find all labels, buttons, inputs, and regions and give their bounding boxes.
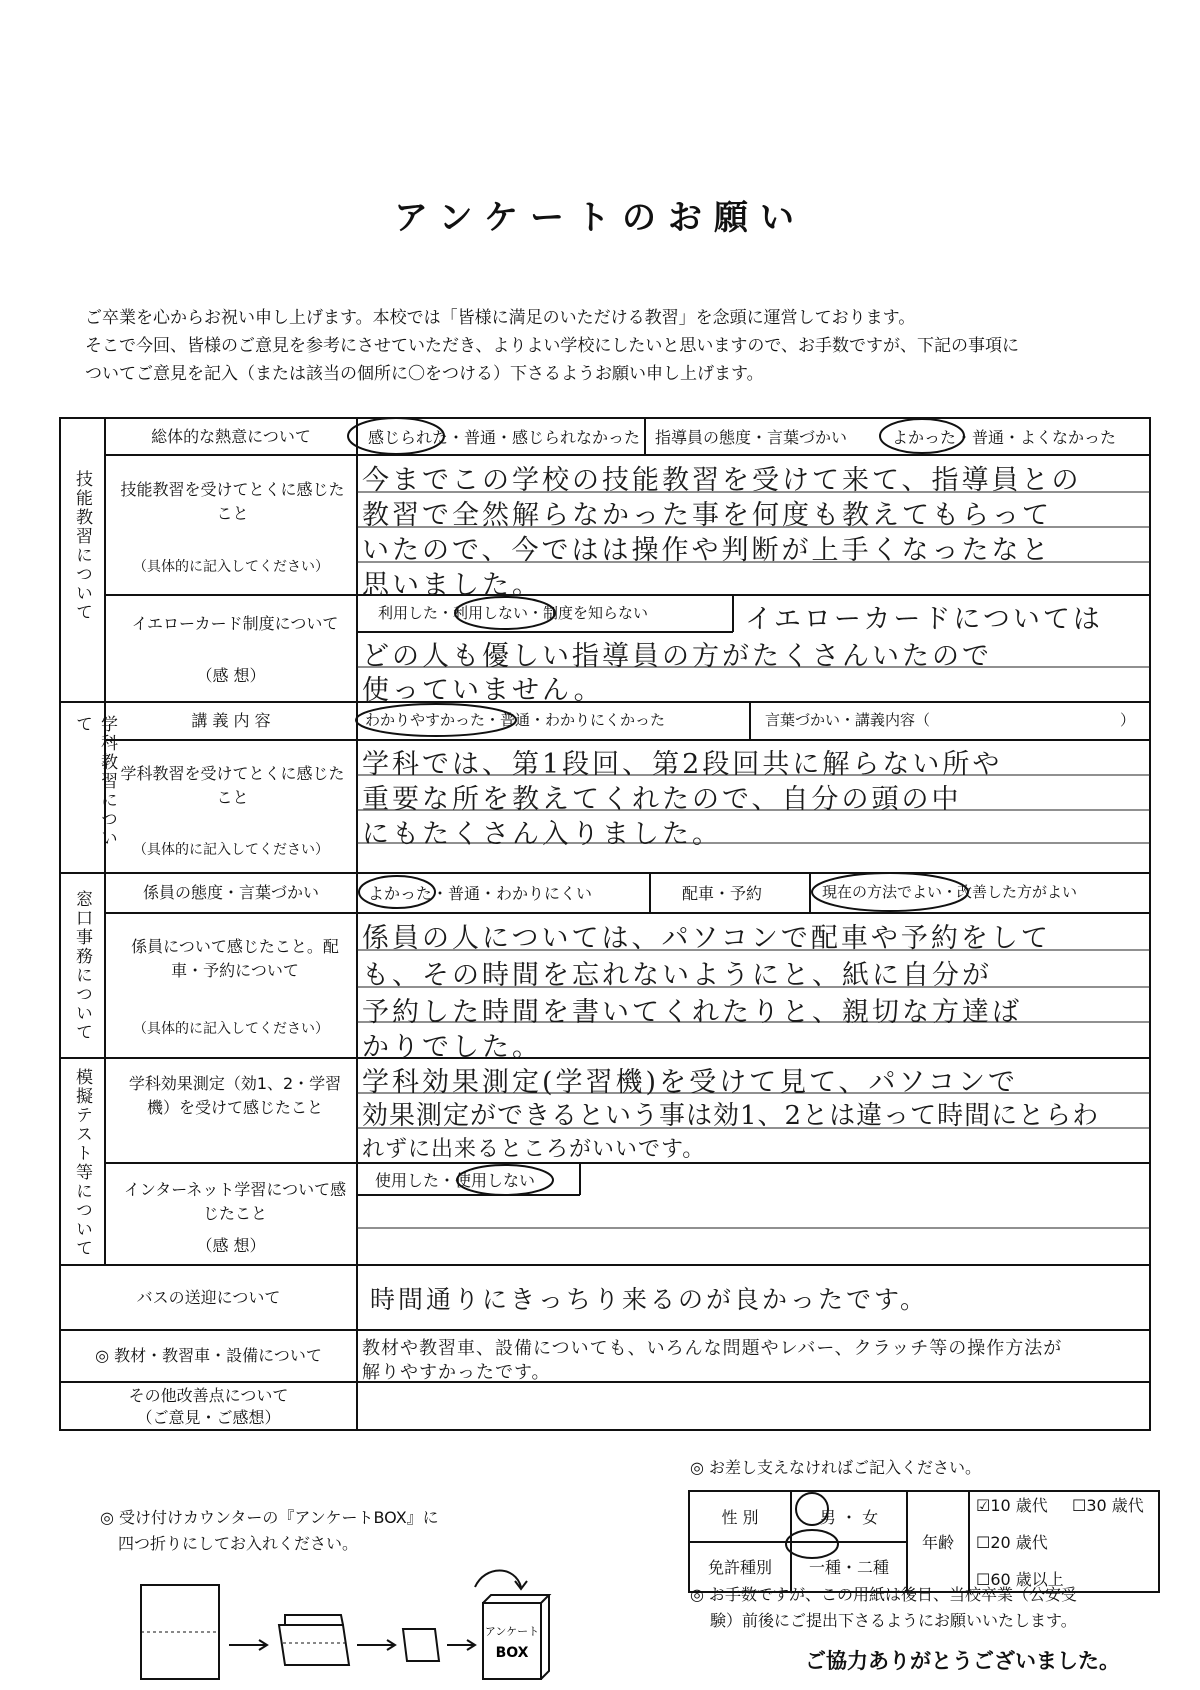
kakari-label: 係員の態度・言葉づかい bbox=[142, 883, 319, 902]
age-option-10[interactable]: ☑10 歳代 bbox=[976, 1496, 1048, 1515]
kakari2-answer-line-2: も、その時間を忘れないようにと、紙に自分が bbox=[362, 960, 992, 991]
bus-answer: 時間通りにきっちり来るのが良かったです。 bbox=[370, 1285, 929, 1314]
kogi-extra-close: ） bbox=[1120, 711, 1136, 729]
kyozai-answer-line-1: 教材や教習車、設備についても、いろんな問題やレバー、クラッチ等の操作方法が bbox=[362, 1338, 1063, 1359]
kogi-options[interactable]: わかりやすかった・普通・わかりにくかった bbox=[365, 711, 666, 729]
koka-answer-line-2: 効果測定ができるという事は効1、2とは違って時間にとらわ bbox=[362, 1101, 1100, 1131]
checkbox-icon: ☑ bbox=[976, 1496, 991, 1515]
shidoin-options[interactable]: よかった・普通・よくなかった bbox=[892, 428, 1117, 447]
page-title: アンケートのお願い bbox=[394, 198, 806, 238]
submission-note-line-2: 験）前後にご提出下さるようにお願いいたします。 bbox=[710, 1611, 1077, 1630]
shidoin-options-label: 指導員の態度・言葉づかい bbox=[655, 428, 848, 447]
gino-answer-line-3: いたので、今ではは操作や判断が上手くなったなと bbox=[362, 535, 1052, 566]
yellow-answer-line-3: 使っていません。 bbox=[362, 675, 604, 706]
gino-note: （具体的に記入してください） bbox=[133, 559, 329, 575]
koka-answer-line-1: 学科効果測定(学習機)を受けて見て、パソコンで bbox=[362, 1067, 1018, 1098]
gakka-label: 学科教習を受けてとくに感じたこと bbox=[120, 764, 345, 807]
box-label-2: BOX bbox=[495, 1645, 529, 1661]
kogi-label: 講 義 内 容 bbox=[191, 711, 271, 730]
haisha-options[interactable]: 現在の方法でよい・改善した方がよい bbox=[822, 883, 1078, 901]
kakari2-answer-line-1: 係員の人については、パソコンで配車や予約をして bbox=[362, 923, 1051, 954]
checkbox-icon: ☐ bbox=[976, 1533, 991, 1552]
intro-line-3: ついてご意見を記入（または該当の個所に〇をつける）下さるようお願い申し上げます。 bbox=[85, 364, 764, 384]
yellow-label: イエローカード制度について bbox=[131, 614, 339, 633]
checkbox-icon: ☐ bbox=[1072, 1496, 1087, 1515]
kyozai-answer-line-2: 解りやすかったです。 bbox=[362, 1362, 551, 1383]
intro-line-2: そこで今回、皆様のご意見を参考にさせていただき、よりよい学校にしたいと思いますので、お手数ですが、下記の事項に bbox=[85, 336, 1019, 356]
thanks-message: ご協力ありがとうございました。 bbox=[805, 1649, 1120, 1673]
folding-illustration bbox=[135, 1565, 595, 1685]
kakari2-answer-line-4: かりでした。 bbox=[362, 1032, 542, 1063]
sonota-sub: （ご意見・ご感想） bbox=[136, 1408, 281, 1427]
koka-label: 学科効果測定（効1、2・学習機）を受けて感じたこと bbox=[128, 1074, 342, 1117]
intro-line-1: ご卒業を心からお祝い申し上げます。本校では「皆様に満足のいただける教習」を念頭に運営しております。 bbox=[85, 308, 916, 328]
kogi-extra[interactable]: 言葉づかい・講義内容（ bbox=[765, 711, 931, 729]
gakka-answer-line-1: 学科では、第1段回、第2段回共に解らない所や bbox=[362, 749, 1003, 780]
kakari-options[interactable]: よかった・普通・わかりにくい bbox=[368, 884, 593, 903]
checkbox-icon: ☐ bbox=[976, 1570, 991, 1589]
gakka-answer-line-3: にもたくさん入りました。 bbox=[362, 819, 722, 850]
yellow-answer-line-2: どの人も優しい指導員の方がたくさんいたので bbox=[362, 641, 992, 672]
gakka-note: （具体的に記入してください） bbox=[133, 842, 329, 858]
kyozai-label: ◎ 教材・教習車・設備について bbox=[95, 1346, 322, 1365]
age-option-20[interactable]: ☐20 歳代 bbox=[976, 1533, 1048, 1552]
submission-note-line-1: ◎ お手数ですが、この用紙は後日、当校卒業（公安受 bbox=[690, 1585, 1078, 1604]
personal-info-table bbox=[688, 1490, 1160, 1593]
kakari2-answer-line-3: 予約した時間を書いてくれたりと、親切な方達ば bbox=[362, 997, 1022, 1028]
license-label: 免許種別 bbox=[689, 1542, 791, 1593]
sex-label: 性 別 bbox=[689, 1491, 791, 1542]
sonota-answer-field[interactable] bbox=[360, 1384, 1148, 1428]
section-label-gino: 技能教習について bbox=[72, 470, 92, 622]
gino-answer-line-4: 思いました。 bbox=[362, 570, 542, 601]
box-instruction-line-1: ◎ 受け付けカウンターの『アンケートBOX』に bbox=[100, 1508, 439, 1527]
age-options bbox=[969, 1491, 1159, 1592]
net-sub: （感 想） bbox=[196, 1236, 266, 1255]
kakari2-label: 係員について感じたこと。配車・予約について bbox=[131, 937, 339, 980]
gino-answer-line-1: 今までこの学校の技能教習を受けて来て、指導員との bbox=[362, 465, 1082, 496]
gino-label: 技能教習を受けてとくに感じたこと bbox=[120, 480, 345, 523]
gakka-answer-line-2: 重要な所を教えてくれたので、自分の頭の中 bbox=[362, 784, 962, 815]
age-option-30[interactable]: ☐30 歳代 bbox=[1072, 1496, 1144, 1515]
section-label-madoguchi: 窓口事務について bbox=[72, 890, 92, 1042]
net-options[interactable]: 使用した・使用しない bbox=[375, 1171, 536, 1190]
age-option-60[interactable]: ☐60 歳以上 bbox=[976, 1570, 1064, 1589]
license-options[interactable]: 一種・二種 bbox=[791, 1542, 907, 1593]
section-label-gakka: 学科教習について bbox=[72, 715, 117, 848]
box-instruction-line-2: 四つ折りにしてお入れください。 bbox=[118, 1534, 359, 1553]
haisha-label: 配車・予約 bbox=[682, 884, 763, 903]
koka-answer-line-3: れずに出来るところがいいです。 bbox=[362, 1137, 706, 1162]
age-label: 年齢 bbox=[907, 1491, 969, 1592]
gino-answer-line-2: 教習で全然解らなかった事を何度も教えてもらって bbox=[362, 500, 1052, 531]
sonota-label: その他改善点について bbox=[128, 1386, 289, 1405]
yellow-options[interactable]: 利用した・利用しない・制度を知らない bbox=[378, 604, 649, 622]
yellow-answer-line-1: イエローカードについては bbox=[745, 604, 1103, 635]
section-label-mogi: 模擬テスト等について bbox=[72, 1068, 92, 1258]
personal-header: ◎ お差し支えなければご記入ください。 bbox=[690, 1458, 982, 1477]
bus-label: バスの送迎について bbox=[136, 1288, 281, 1307]
net-label: インターネット学習について感じたこと bbox=[123, 1180, 347, 1223]
yellow-sub: （感 想） bbox=[196, 666, 266, 685]
box-label-1: アンケート bbox=[484, 1625, 540, 1638]
netsui-options[interactable]: 感じられた・普通・感じられなかった bbox=[368, 428, 641, 447]
kakari2-note: （具体的に記入してください） bbox=[133, 1021, 329, 1037]
sex-options[interactable]: 男 ・ 女 bbox=[791, 1491, 907, 1542]
netsui-label: 総体的な熱意について bbox=[151, 427, 311, 446]
